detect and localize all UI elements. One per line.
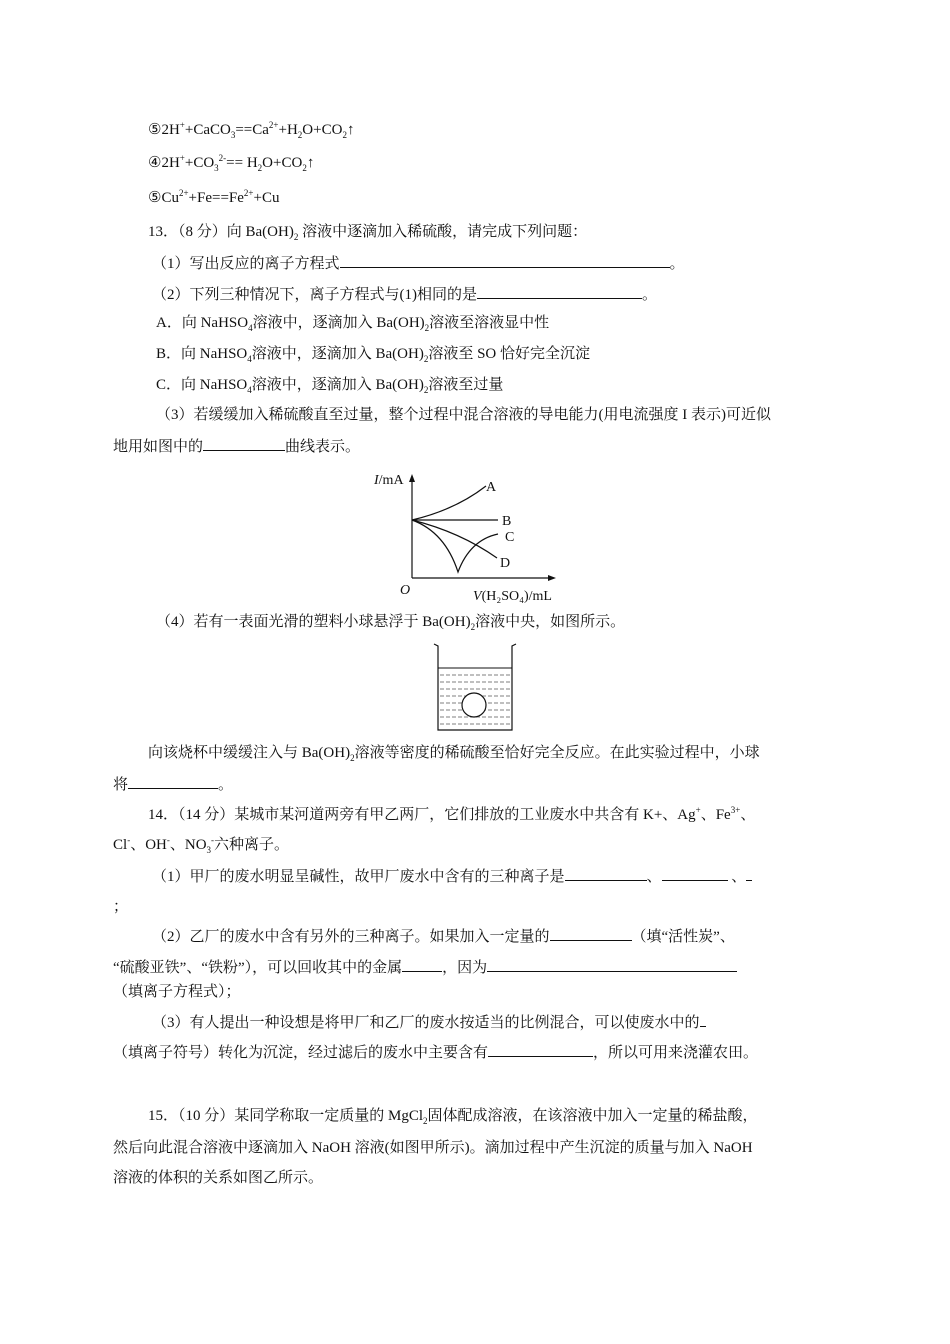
text-segment: （填“活性炭”、 [631,929,735,945]
text-sup: 2+ [268,120,279,130]
text-segment: +CO [184,155,215,171]
text-sup: 3+ [730,805,741,815]
text-segment: 、 [646,869,662,885]
text-segment: 溶液至溶液显中性 [429,315,550,331]
text-sup: + [179,153,185,163]
text-segment: 、 [740,807,756,823]
answer-blank[interactable] [746,866,752,881]
text-line [148,743,760,763]
text-segment: （填离子符号）转化为沉淀，经过滤后的废水中主要含有 [113,1045,489,1061]
x-axis-label: V(H₂SO₄)/mL [473,589,552,604]
text-segment: 溶液中，逐滴加入 Ba(OH) [251,346,424,362]
curve-a [412,486,486,520]
text-segment: +H [278,122,298,138]
text-segment: （4）若有一表面光滑的塑料小球悬浮于 Ba(OH) [156,614,471,630]
text-line [156,612,625,632]
text-line [156,344,590,364]
text-line [152,866,752,887]
text-segment: 、NO [169,837,207,853]
answer-blank[interactable] [550,926,632,941]
text-segment: +CaCO [184,122,231,138]
text-sub: 4 [248,323,253,333]
text-segment: O+CO [302,122,343,138]
text-segment: ； [113,899,129,915]
text-line [148,153,314,173]
text-sub: 2 [350,753,355,763]
text-sub: 2 [424,323,430,333]
text-segment: 14．（14 分）某城市某河道两旁有甲乙两厂，它们排放的工业废水中共含有 K+、Ag [148,807,696,823]
text-line [113,436,360,457]
text-line [113,982,241,1002]
text-sub: 4 [247,354,252,364]
text-segment: ，所以可用来浇灌农田。 [593,1045,759,1061]
text-sub: 2 [423,354,429,364]
text-sub: 3 [230,130,236,140]
text-segment: 溶液中逐滴加入稀硫酸，请完成下列问题： [298,224,588,240]
text-segment: （2）下列三种情况下，离子方程式与(1)相同的是 [152,287,477,303]
text-segment: 溶液的体积的关系如图乙所示。 [113,1170,324,1186]
text-line [156,313,549,333]
answer-blank[interactable] [700,1012,706,1027]
answer-blank[interactable] [662,866,728,881]
text-segment: ④2H [148,155,180,171]
text-segment: B．向 NaHSO [156,346,248,362]
answer-blank[interactable] [402,957,442,972]
text-line [113,1168,323,1188]
text-sup: - [166,835,170,845]
text-segment: ⑤2H [148,122,180,138]
text-sub: 2 [342,130,347,140]
text-sub: 2 [423,385,429,395]
text-segment: 溶液至过量 [428,377,504,393]
text-segment: （2）乙厂的废水中含有另外的三种离子。如果加入一定量的 [152,929,550,945]
text-segment: 六种离子。 [214,837,290,853]
text-segment: +Fe==Fe [188,190,244,206]
text-line [152,1012,706,1033]
text-line [152,284,657,305]
text-segment: O+CO [262,155,303,171]
text-line [152,926,735,947]
text-line [148,805,755,825]
text-line [148,1106,758,1126]
text-segment: 地用如图中的 [113,439,204,455]
answer-blank[interactable] [203,436,285,451]
text-line [113,1042,758,1063]
text-segment: （填离子方程式）； [113,984,241,1000]
text-segment: 13．（8 分）向 Ba(OH) [148,224,294,240]
text-segment: 曲线表示。 [285,439,361,455]
text-line [152,253,685,274]
text-segment: C．向 NaHSO [156,377,248,393]
text-segment: ==Ca [235,122,269,138]
text-sup: + [179,120,185,130]
text-sub: 4 [247,385,252,395]
text-line [113,897,128,917]
text-segment: 溶液至 SO 恰好完全沉淀 [428,346,591,362]
y-axis-label: I/mA [374,473,404,488]
text-sub: 2 [257,163,263,173]
text-segment: 溶液中央，如图所示。 [475,614,626,630]
beaker-figure [430,638,520,734]
answer-blank[interactable] [565,866,647,881]
text-segment: 固体配成溶液，在该溶液中加入一定量的稀盐酸， [427,1108,758,1124]
text-sup: - [211,835,215,845]
text-segment: 溶液中，逐滴加入 Ba(OH) [251,377,424,393]
text-segment: （1）写出反应的离子方程式 [152,256,340,272]
text-segment: （1）甲厂的废水明显呈碱性，故甲厂废水中含有的三种离子是 [152,869,565,885]
current-vs-volume-graph [360,462,580,607]
text-sup: 2- [218,153,227,163]
answer-blank[interactable] [128,774,218,789]
origin-label: O [400,583,411,598]
text-sub: 2 [470,622,476,632]
answer-blank[interactable] [488,1042,593,1057]
text-line [113,774,233,795]
text-segment: 然后向此混合溶液中逐滴加入 NaOH 溶液(如图甲所示)。滴加过程中产生沉淀的质量与加入 NaOH [113,1140,753,1156]
text-sup: 2+ [243,188,254,198]
text-sub: 3 [214,163,219,173]
text-sub: 2 [302,163,307,173]
text-segment: 向该烧杯中缓缓注入与 Ba(OH) [148,745,351,761]
text-sub: 2 [297,130,303,140]
x-axis-arrow [548,575,556,581]
curve-label-d: D [500,556,511,571]
answer-blank[interactable] [340,253,670,268]
text-segment: 、 [727,869,747,885]
answer-blank[interactable] [477,284,642,299]
text-line [156,375,503,395]
text-segment: A．向 NaHSO [156,315,249,331]
text-line [156,405,771,425]
text-segment: “硫酸亚铁”、“铁粉”），可以回收其中的金属 [113,960,403,976]
text-segment: ，因为 [442,960,488,976]
text-sub: 3 [206,845,212,855]
curve-c [412,520,498,572]
text-segment: == H [226,155,258,171]
text-line [113,957,737,978]
text-sub: 2 [423,1116,428,1126]
plastic-ball [462,693,486,717]
text-segment: ⑤Cu [148,190,179,206]
curve-label-b: B [502,514,512,529]
curve-label-c: C [505,530,515,545]
text-sup: - [127,835,131,845]
text-segment: 、OH [130,837,167,853]
text-line [148,120,354,140]
text-line [113,1138,753,1158]
curve-label-a: A [486,480,497,495]
text-segment: （3）有人提出一种设想是将甲厂和乙厂的废水按适当的比例混合，可以使废水中的 [152,1015,700,1031]
text-segment: Cl [113,837,128,853]
y-axis-arrow [409,474,415,482]
text-segment: ↑ [346,122,355,138]
text-segment: +Cu [253,190,280,206]
text-segment: 溶液中，逐滴加入 Ba(OH) [252,315,425,331]
text-segment: 。 [218,777,234,793]
text-line [148,222,587,242]
text-sub: 2 [293,232,299,242]
text-sup: + [695,805,701,815]
text-segment: 。 [669,256,685,272]
answer-blank[interactable] [487,957,737,972]
text-segment: 15．（10 分）某同学称取一定质量的 MgCl [148,1108,424,1124]
text-segment: 溶液等密度的稀硫酸至恰好完全反应。在此实验过程中，小球 [354,745,760,761]
text-line [148,188,279,208]
text-segment: （3）若缓缓加入稀硫酸直至过量，整个过程中混合溶液的导电能力(用电流强度 I 表示)可近似 [156,407,771,423]
text-segment: 。 [642,287,658,303]
text-line [113,835,289,855]
text-segment: 、Fe [700,807,731,823]
text-segment: 将 [113,777,129,793]
text-segment: ↑ [306,155,315,171]
text-sup: 2+ [178,188,189,198]
